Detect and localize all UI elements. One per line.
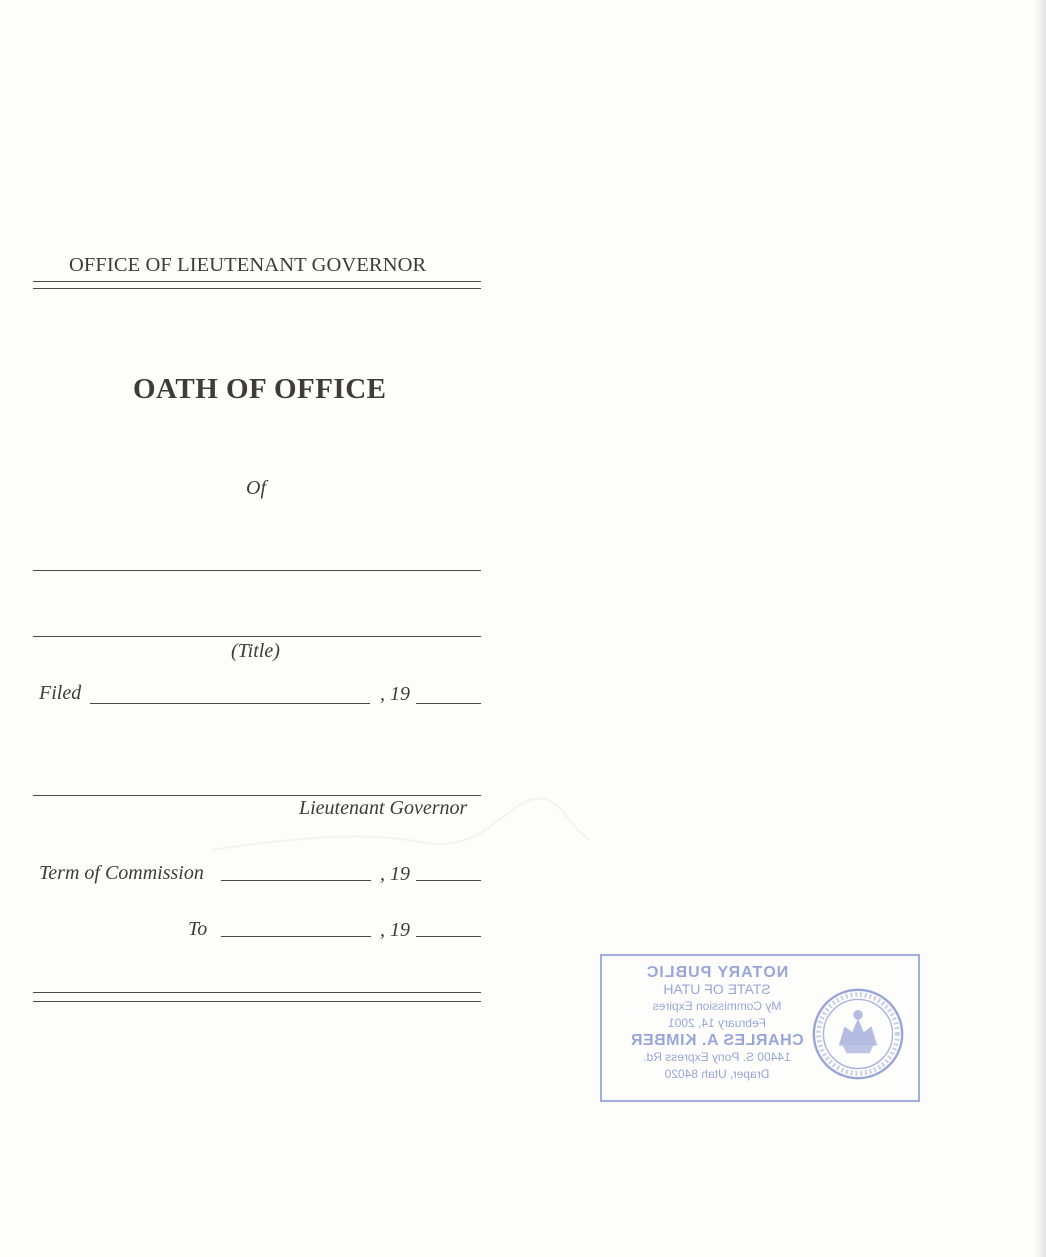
stamp-line: 14400 S. Pony Express Rd. bbox=[643, 1050, 791, 1064]
page-edge-shadow bbox=[1034, 0, 1046, 1257]
office-heading: OFFICE OF LIEUTENANT GOVERNOR bbox=[69, 254, 427, 276]
stamp-line: My Commission Expires bbox=[652, 999, 782, 1013]
stamp-line: STATE OF UTAH bbox=[663, 981, 771, 997]
to-date-line[interactable] bbox=[221, 936, 371, 937]
footer-rule-bottom bbox=[33, 1001, 481, 1002]
heading-rule-top bbox=[33, 281, 481, 282]
term-label: Term of Commission bbox=[39, 862, 204, 884]
to-year-prefix: , 19 bbox=[380, 919, 410, 941]
faint-signature-mark bbox=[200, 770, 600, 870]
term-date-line[interactable] bbox=[221, 880, 371, 881]
name-line[interactable] bbox=[33, 570, 481, 571]
document-title: OATH OF OFFICE bbox=[133, 373, 387, 405]
stamp-line: NOTARY PUBLIC bbox=[645, 964, 789, 981]
filed-year-prefix: , 19 bbox=[380, 683, 410, 705]
term-year-line[interactable] bbox=[416, 880, 481, 881]
filed-date-line[interactable] bbox=[90, 703, 370, 704]
lt-governor-signature-line[interactable] bbox=[33, 795, 481, 796]
stamp-line: February 14, 2001 bbox=[667, 1016, 767, 1030]
stamp-line: Draper, Utah 84020 bbox=[664, 1067, 770, 1081]
notary-stamp bbox=[600, 954, 920, 1102]
lt-governor-caption: Lieutenant Governor bbox=[299, 797, 468, 819]
filed-year-line[interactable] bbox=[416, 703, 481, 704]
heading-rule-bottom bbox=[33, 288, 481, 289]
stamp-line: CHARLES A. KIMBER bbox=[630, 1032, 804, 1049]
title-line[interactable] bbox=[33, 636, 481, 637]
term-year-prefix: , 19 bbox=[380, 863, 410, 885]
notary-stamp-text bbox=[612, 964, 822, 1083]
title-caption: (Title) bbox=[231, 640, 280, 662]
state-seal-icon bbox=[810, 986, 906, 1082]
footer-rule-top bbox=[33, 992, 481, 993]
of-label: Of bbox=[246, 477, 266, 499]
to-year-line[interactable] bbox=[416, 936, 481, 937]
to-label: To bbox=[188, 918, 208, 940]
filed-label: Filed bbox=[39, 682, 82, 704]
